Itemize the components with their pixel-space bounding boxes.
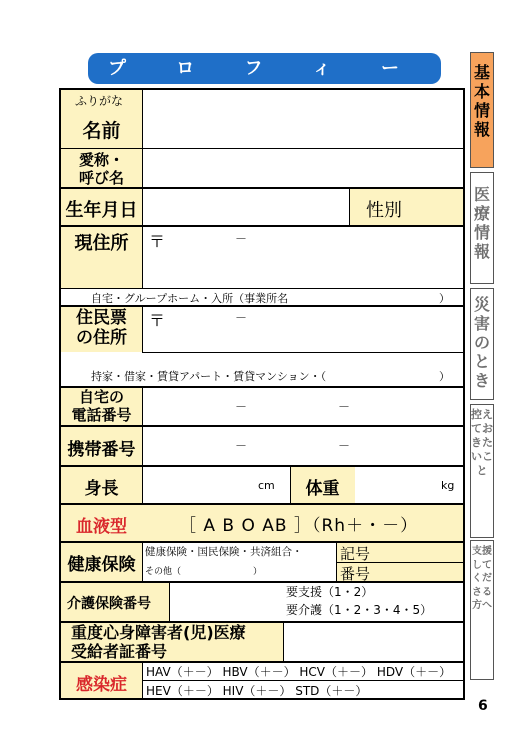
disability-number-input[interactable] — [287, 625, 459, 658]
care-level[interactable]: 要介護（1・2・3・4・5） — [286, 603, 433, 617]
resident-address-input[interactable] — [171, 308, 459, 350]
weight-label: 体重 — [305, 479, 340, 499]
name-input[interactable] — [146, 93, 460, 145]
height-input[interactable] — [146, 468, 254, 500]
tab-medical-info[interactable] — [470, 172, 494, 284]
tab-basic-info[interactable] — [470, 52, 494, 168]
resident-postal-mark: 〒 — [149, 311, 166, 330]
nickname-label: 愛称・ 呼び名 — [78, 151, 124, 187]
page-title: プ ロ フ ィ ー ル — [88, 53, 441, 84]
postal-dash: － — [235, 232, 248, 246]
resident-postal-dash: － — [235, 311, 248, 325]
tab-notes-label: 控えておきたいこと — [471, 408, 493, 477]
tab-disaster[interactable] — [470, 288, 494, 400]
infection-line-2[interactable]: HEV（＋－） HIV（＋－） STD（＋－） — [146, 684, 368, 698]
mobile-dash-2: － — [338, 439, 351, 453]
tab-supporters-label: 支援してくださる方へ — [472, 546, 492, 611]
mobile-input[interactable] — [146, 429, 460, 463]
home-phone-input[interactable] — [146, 389, 460, 423]
birthday-label: 生年月日 — [65, 200, 138, 221]
height-label: 身長 — [84, 479, 119, 499]
mobile-dash-1: － — [235, 439, 248, 453]
blood-type-label: 血液型 — [76, 517, 127, 537]
address-options-close: ） — [439, 292, 450, 305]
insurance-types[interactable]: 健康保険・国民保険・共済組合・ — [145, 546, 303, 558]
height-unit: cm — [258, 479, 275, 492]
postal-mark: 〒 — [149, 232, 166, 251]
address-options: 自宅・グループホーム・入所（事業所名 — [91, 292, 289, 305]
blood-type-options[interactable]: ［ A B O AB ］（Rh＋・－） — [179, 516, 419, 536]
page-number: 6 — [478, 698, 488, 714]
disability-label: 重度心身障害者(児)医療 受給者証番号 — [71, 623, 246, 661]
health-insurance-label: 健康保険 — [67, 555, 136, 575]
housing-options-close: ） — [439, 370, 450, 383]
address-label: 現住所 — [74, 233, 129, 254]
infection-line-1[interactable]: HAV（＋－） HBV（＋－） HCV（＋－） HDV（＋－） — [146, 665, 452, 679]
weight-input[interactable] — [357, 468, 437, 500]
care-insurance-label: 介護保険番号 — [67, 596, 151, 612]
weight-unit: kg — [441, 479, 455, 492]
infection-label: 感染症 — [76, 675, 127, 695]
insurance-other[interactable]: その他（ ） — [145, 567, 263, 577]
home-phone-dash-2: － — [338, 400, 351, 414]
home-phone-dash-1: － — [235, 400, 248, 414]
nickname-input[interactable] — [146, 151, 460, 185]
tab-notes[interactable] — [470, 404, 494, 538]
number-label: 番号 — [340, 565, 371, 583]
housing-options: 持家・借家・賃貸アパート・賃貸マンション・（ — [91, 370, 327, 383]
tab-basic-info-label: 基本情報 — [473, 63, 490, 139]
profile-form — [59, 88, 465, 700]
tab-disaster-label: 災害のとき — [473, 295, 490, 390]
tab-medical-info-label: 医療情報 — [473, 185, 490, 261]
tab-supporters[interactable] — [470, 540, 494, 680]
birthday-input[interactable] — [146, 190, 346, 224]
symbol-label: 記号 — [340, 545, 371, 563]
gender-label: 性別 — [366, 200, 402, 221]
resident-address-label: 住民票 の住所 — [76, 308, 127, 348]
address-input[interactable] — [171, 228, 459, 284]
furigana-label: ふりがな — [75, 94, 124, 108]
support-level[interactable]: 要支援（1・2） — [286, 585, 374, 599]
mobile-label: 携帯番号 — [67, 440, 136, 460]
name-label: 名前 — [82, 120, 121, 142]
home-phone-label: 自宅の 電話番号 — [71, 388, 132, 424]
